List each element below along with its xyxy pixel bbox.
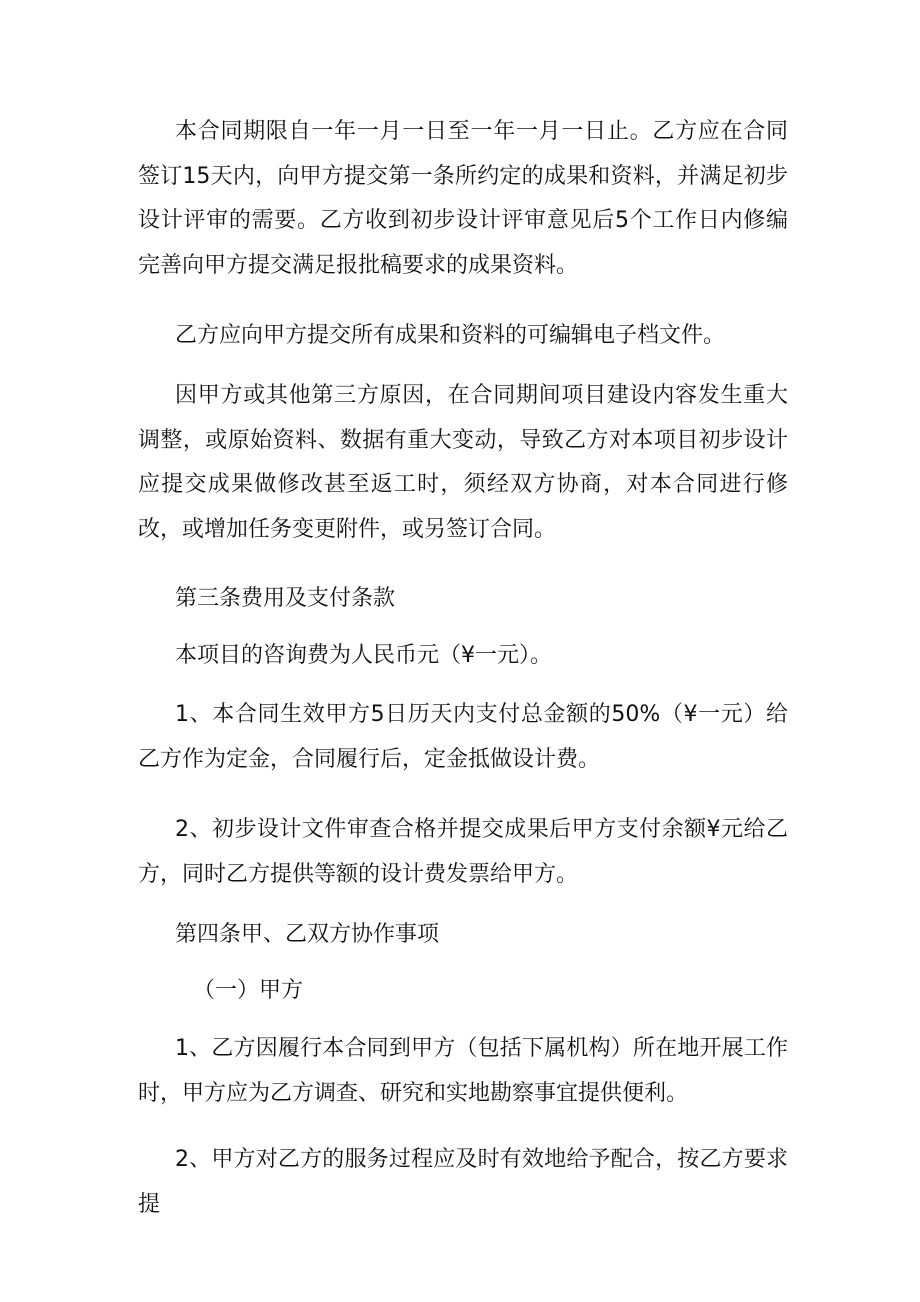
subheading-party-a: （一）甲方: [193, 978, 304, 1003]
paragraph-payment-balance: 2、初步设计文件审查合格并提交成果后甲方支付余额¥元给乙方，同时乙方提供等额的设计费发票给甲方。: [138, 817, 788, 887]
paragraph-consulting-fee: 本项目的咨询费为人民币元（¥一元）。: [175, 643, 552, 668]
paragraph-contract-term: 本合同期限自一年一月一日至一年一月一日止。乙方应在合同签订15天内，向甲方提交第一条所约定的成果和资料，并满足初步设计评审的需要。乙方收到初步设计评审意见后5个工作日内修编完善向甲方提交满足报批稿要求的成果资料。: [138, 119, 788, 278]
paragraph-major-changes: 因甲方或其他第三方原因，在合同期间项目建设内容发生重大调整，或原始资料、数据有重大变动，导致乙方对本项目初步设计应提交成果做修改甚至返工时，须经双方协商，对本合同进行修改，或增加任务变更附件，或另签订合同。: [138, 383, 788, 542]
paragraph-payment-deposit: 1、本合同生效甲方5日历天内支付总金额的50%（¥一元）给乙方作为定金，合同履行后，定金抵做设计费。: [138, 702, 788, 772]
paragraph-party-a-convenience: 1、乙方因履行本合同到甲方（包括下属机构）所在地开展工作时，甲方应为乙方调查、研究和实地勘察事宜提供便利。: [138, 1036, 788, 1106]
heading-article-three: 第三条费用及支付条款: [175, 586, 396, 611]
paragraph-editable-files: 乙方应向甲方提交所有成果和资料的可编辑电子档文件。: [175, 323, 726, 348]
paragraph-party-a-cooperation: 2、甲方对乙方的服务过程应及时有效地给予配合，按乙方要求提: [138, 1147, 788, 1217]
heading-article-four: 第四条甲、乙双方协作事项: [175, 922, 440, 947]
